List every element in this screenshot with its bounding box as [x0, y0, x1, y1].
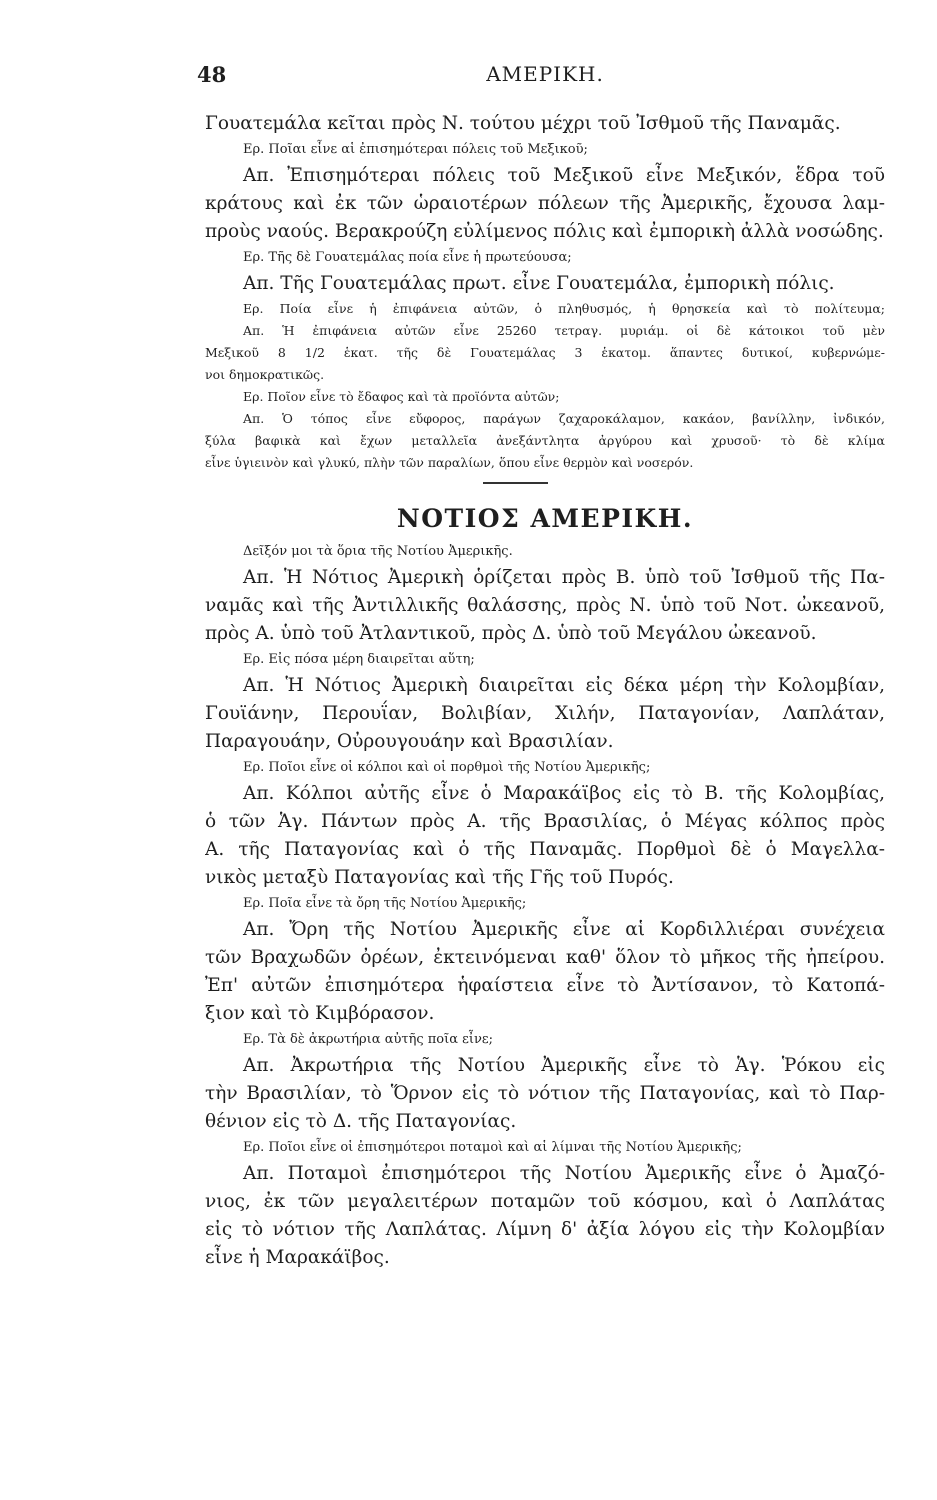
text-line: νικὸς μεταξὺ Παταγονίας καὶ τῆς Γῆς τοῦ Πυρός. — [205, 867, 674, 888]
text-line: Α. τῆς Παταγονίας καὶ ὁ τῆς Παναμᾶς. Πορθμοὶ δὲ ὁ Μαγελλα- — [205, 839, 885, 860]
text-line: εἰς τὸ νότιον τῆς Λαπλάτας. Λίμνη δ' ἀξία λόγου εἰς τὴν Κολομβίαν — [205, 1219, 885, 1240]
text-line: ξύλα βαφικὰ καὶ ἔχων μεταλλεῖα ἀνεξάντλητα ἀργύρου καὶ χρυσοῦ· τὸ δὲ κλίμα — [205, 433, 885, 448]
text-line: ὁ τῶν Ἁγ. Πάντων πρὸς Α. τῆς Βρασιλίας, ὁ Μέγας κόλπος πρὸς — [205, 811, 885, 832]
text-line: πρὸς Α. ὑπὸ τοῦ Ἀτλαντικοῦ, πρὸς Δ. ὑπὸ τοῦ Μεγάλου ὠκεανοῦ. — [205, 623, 817, 644]
text-line: Ερ. Ποῖαι εἶνε αἱ ἐπισημότεραι πόλεις τοῦ Μεξικοῦ; — [243, 142, 588, 157]
text-line: Απ. Ὁ τόπος εἶνε εὔφορος, παράγων ζαχαροκάλαμον, κακάον, βανίλλην, ἰνδικόν, — [243, 411, 885, 426]
section-divider — [483, 482, 548, 484]
text-block-central-america — [205, 110, 885, 474]
text-line: νιος, ἐκ τῶν μεγαλειτέρων ποταμῶν τοῦ κόσμου, καὶ ὁ Λαπλάτας — [205, 1191, 885, 1212]
page-number: 48 — [197, 62, 227, 87]
text-line: Ἐπ' αὐτῶν ἐπισημότερα ἡφαίστεια εἶνε τὸ Ἀντίσανον, τὸ Κατοπά- — [205, 975, 885, 996]
text-line: Απ. Ἡ ἐπιφάνεια αὐτῶν εἶνε 25260 τετραγ. μυριάμ. οἱ δὲ κάτοικοι τοῦ μὲν — [243, 323, 885, 338]
page-header — [197, 62, 885, 92]
text-line: Ερ. Ποῖοι εἶνε οἱ ἐπισημότεροι ποταμοὶ καὶ αἱ λίμναι τῆς Νοτίου Ἀμερικῆς; — [243, 1140, 742, 1155]
text-line: Ερ. Ποῖοι εἶνε οἱ κόλποι καὶ οἱ πορθμοὶ τῆς Νοτίου Ἀμερικῆς; — [243, 760, 651, 775]
text-line: τῶν Βραχωδῶν ὀρέων, ἐκτεινόμεναι καθ' ὅλον τὸ μῆκος τῆς ἠπείρου. — [205, 947, 885, 968]
text-line: Παραγουάην, Οὐρουγουάην καὶ Βρασιλίαν. — [205, 731, 614, 752]
text-line: Δεῖξόν μοι τὰ ὅρια τῆς Νοτίου Ἀμερικῆς. — [243, 544, 513, 559]
text-line: Μεξικοῦ 8 1/2 ἑκατ. τῆς δὲ Γουατεμάλας 3 ἑκατομ. ἅπαντες δυτικοί, κυβερνώμε- — [205, 345, 885, 360]
text-line: Ερ. Ποῖον εἶνε τὸ ἔδαφος καὶ τὰ προϊόντα αὐτῶν; — [243, 389, 560, 404]
text-line: Ερ. Τὰ δὲ ἀκρωτήρια αὐτῆς ποῖα εἶνε; — [243, 1032, 493, 1047]
text-line: Ερ. Ποῖα εἶνε τὰ ὄρη τῆς Νοτίου Ἀμερικῆς; — [243, 896, 527, 911]
text-line: προὺς ναούς. Βερακρούζη εὐλίμενος πόλις καὶ ἐμπορικὴ ἀλλὰ νοσώδης. — [205, 221, 884, 242]
text-line: κράτους καὶ ἐκ τῶν ὡραιοτέρων πόλεων τῆς Ἀμερικῆς, ἔχουσα λαμ- — [205, 193, 885, 214]
text-line: εἶνε ἡ Μαρακάϊβος. — [205, 1247, 390, 1268]
text-line: Γουατεμάλα κεῖται πρὸς Ν. τούτου μέχρι τοῦ Ἰσθμοῦ τῆς Παναμᾶς. — [205, 113, 841, 134]
text-block-south-america — [205, 540, 885, 1272]
text-line: νοι δημοκρατικῶς. — [205, 367, 325, 382]
text-line: Απ. Ἡ Νότιος Ἀμερικὴ ὁρίζεται πρὸς Β. ὑπὸ τοῦ Ἰσθμοῦ τῆς Πα- — [243, 567, 885, 588]
text-line: ξιον καὶ τὸ Κιμβόρασον. — [205, 1003, 435, 1024]
text-line: τὴν Βρασιλίαν, τὸ Ὅρνον εἰς τὸ νότιον τῆς Παταγονίας, καὶ τὸ Παρ- — [205, 1083, 885, 1104]
text-line: Απ. Ἡ Νότιος Ἀμερικὴ διαιρεῖται εἰς δέκα μέρη τὴν Κολομβίαν, — [243, 675, 885, 696]
text-line: Απ. Ποταμοὶ ἐπισημότεροι τῆς Νοτίου Ἀμερικῆς εἶνε ὁ Ἀμαζό- — [243, 1163, 885, 1184]
section-title: ΝΟΤΙΟΣ ΑΜΕΡΙΚΗ. — [396, 504, 694, 533]
text-line: Απ. Ἐπισημότεραι πόλεις τοῦ Μεξικοῦ εἶνε Μεξικόν, ἕδρα τοῦ — [243, 165, 885, 186]
text-line: ναμᾶς καὶ τῆς Ἀντιλλικῆς θαλάσσης, πρὸς Ν. ὑπὸ τοῦ Νοτ. ὠκεανοῦ, — [205, 595, 885, 616]
text-line: Ερ. Τῆς δὲ Γουατεμάλας ποία εἶνε ἡ πρωτεύουσα; — [243, 250, 572, 265]
text-line: Απ. Κόλποι αὐτῆς εἶνε ὁ Μαρακάϊβος εἰς τὸ Β. τῆς Κολομβίας, — [243, 783, 885, 804]
text-line: Απ. Ὄρη τῆς Νοτίου Ἀμερικῆς εἶνε αἱ Κορδιλλιέραι συνέχεια — [243, 919, 885, 940]
text-line: θένιον εἰς τὸ Δ. τῆς Παταγονίας. — [205, 1111, 517, 1132]
text-line: Ερ. Ποία εἶνε ἡ ἐπιφάνεια αὐτῶν, ὁ πληθυσμός, ἡ θρησκεία καὶ τὸ πολίτευμα; — [243, 301, 885, 316]
text-line: Απ. Ἀκρωτήρια τῆς Νοτίου Ἀμερικῆς εἶνε τὸ Ἁγ. Ῥόκου εἰς — [243, 1055, 885, 1076]
text-line: Απ. Τῆς Γουατεμάλας πρωτ. εἶνε Γουατεμάλα, ἐμπορικὴ πόλις. — [243, 273, 835, 294]
running-title: ΑΜΕΡΙΚΗ. — [486, 62, 604, 86]
text-line: Γουϊάνην, Περουΐαν, Βολιβίαν, Χιλήν, Παταγονίαν, Λαπλάταν, — [205, 703, 885, 724]
text-line: Ερ. Εἰς πόσα μέρη διαιρεῖται αὕτη; — [243, 652, 475, 667]
text-line: εἶνε ὑγιεινὸν καὶ γλυκύ, πλὴν τῶν παραλίων, ὅπου εἶνε θερμὸν καὶ νοσερόν. — [205, 455, 694, 470]
